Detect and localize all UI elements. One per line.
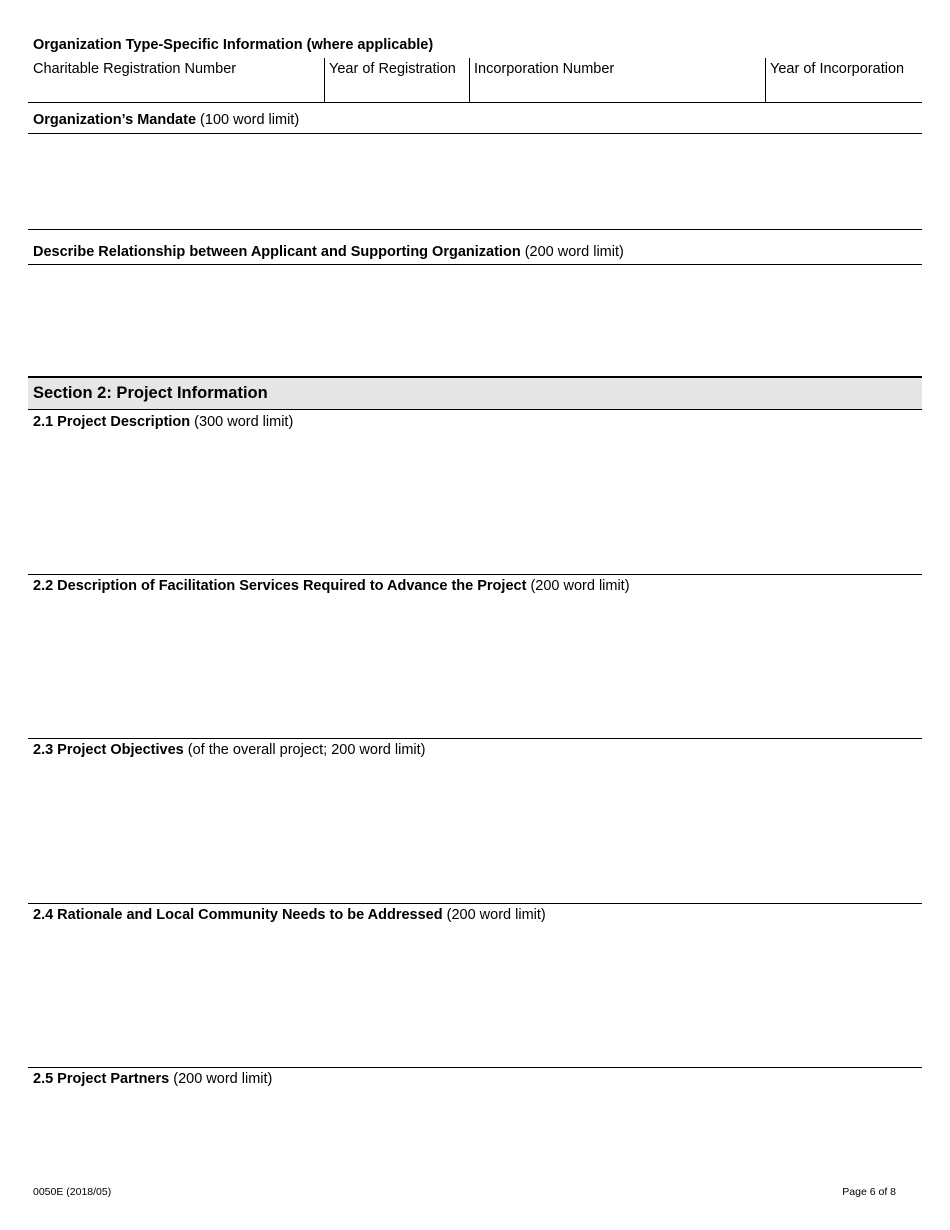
divider [28,102,922,103]
relationship-note: (200 word limit) [524,244,624,260]
facilitation-services-field[interactable] [28,598,922,736]
charitable-registration-number-field[interactable] [28,80,324,101]
section-2-header [28,376,922,410]
org-info-heading: Organization Type-Specific Information (where applicable) [33,37,434,53]
divider [28,738,922,739]
item-note: (of the overall project; 200 word limit) [187,742,426,758]
relationship-label [33,244,624,261]
year-of-registration-field[interactable] [325,80,469,101]
relationship-field[interactable] [28,265,922,375]
divider [28,574,922,575]
item-note: (200 word limit) [173,1071,273,1087]
rationale-label [33,907,546,924]
mandate-field[interactable] [28,134,922,228]
form-number: 0050E (2018/05) [33,1186,112,1198]
year-of-registration-label: Year of Registration [329,61,456,77]
mandate-note: (100 word limit) [200,112,300,128]
incorporation-number-label: Incorporation Number [474,61,615,77]
item-title: 2.4 Rationale and Local Community Needs to be Addressed [33,907,443,923]
section-2-title: Section 2: Project Information [33,384,268,402]
item-title: 2.2 Description of Facilitation Services Required to Advance the Project [33,578,527,594]
facilitation-services-label [33,578,630,595]
item-title: 2.3 Project Objectives [33,742,184,758]
divider [28,1067,922,1068]
item-note: (200 word limit) [446,907,546,923]
item-title: 2.5 Project Partners [33,1071,170,1087]
item-note: (300 word limit) [194,414,294,430]
incorporation-number-field[interactable] [470,80,765,101]
charitable-registration-number-label: Charitable Registration Number [33,61,237,77]
project-objectives-label [33,742,426,759]
item-title: 2.1 Project Description [33,414,191,430]
project-objectives-field[interactable] [28,762,922,900]
project-description-label [33,414,293,431]
project-description-field[interactable] [28,434,922,572]
project-partners-label [33,1071,272,1088]
year-of-incorporation-label: Year of Incorporation [770,61,905,77]
divider [28,903,922,904]
divider [28,229,922,230]
year-of-incorporation-field[interactable] [766,80,922,101]
relationship-title: Describe Relationship between Applicant and Supporting Organization [33,244,521,260]
item-note: (200 word limit) [530,578,630,594]
mandate-title: Organization’s Mandate [33,112,197,128]
page-number: Page 6 of 8 [842,1186,896,1198]
rationale-field[interactable] [28,927,922,1065]
project-partners-field[interactable] [28,1091,922,1175]
mandate-label [33,112,299,129]
